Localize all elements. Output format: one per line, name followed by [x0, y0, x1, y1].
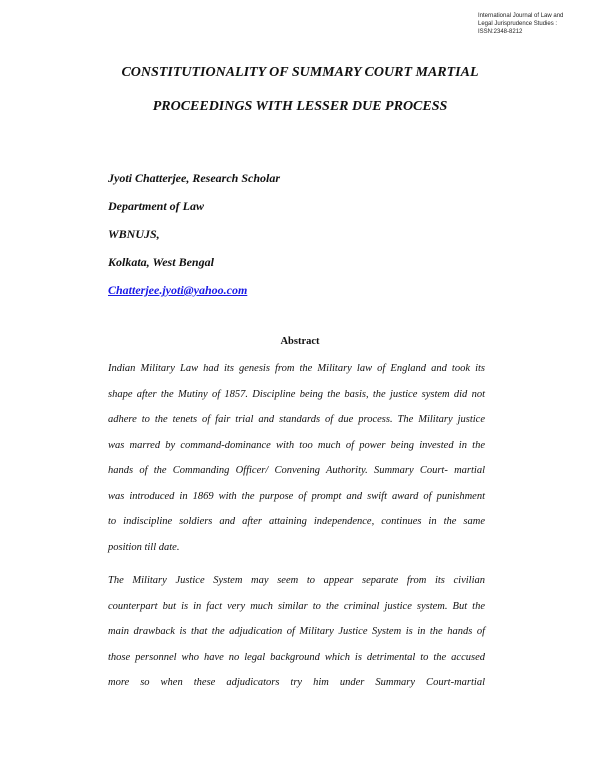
author-university: WBNUJS,	[108, 227, 160, 241]
journal-header	[478, 12, 574, 36]
journal-line: ISSN:2348-8212	[478, 29, 523, 35]
text-line: The Military Justice System may seem to appear separate from its civilian	[108, 575, 485, 586]
text-line: adhere to the tenets of fair trial and standards of due process. The Military justice	[108, 414, 485, 425]
journal-line: Legal Jurisprudence Studies :	[478, 21, 558, 27]
author-department: Department of Law	[108, 199, 204, 213]
text-line: those personnel who have no legal background which is detrimental to the accused	[108, 651, 485, 663]
paper-title-line-2: PROCEEDINGS WITH LESSER DUE PROCESS	[152, 99, 448, 114]
text-line: Indian Military Law had its genesis from the Military law of England and took its	[108, 363, 485, 374]
author-location: Kolkata, West Bengal	[108, 255, 214, 269]
text-line: was introduced in 1869 with the purpose of prompt and swift award of punishment	[108, 490, 485, 502]
paper-title-line-1: CONSTITUTIONALITY OF SUMMARY COURT MARTIAL	[121, 65, 479, 80]
text-line: position till date.	[108, 541, 180, 553]
author-name: Jyoti Chatterjee, Research Scholar	[108, 171, 280, 185]
text-line: more so when these adjudicators try him under Summary Court-martial	[108, 677, 485, 688]
text-line: main drawback is that the adjudication of Military Justice System is in the hands of	[108, 626, 485, 637]
text-line: shape after the Mutiny of 1857. Discipline being the basis, the justice system did not	[108, 388, 485, 400]
text-line: hands of the Commanding Officer/ Convening Authority. Summary Court- martial	[108, 465, 485, 476]
abstract-heading: Abstract	[280, 336, 320, 347]
abstract-paragraph-2	[108, 568, 485, 696]
text-line: to indiscipline soldiers and after attaining independence, continues in the same	[108, 516, 485, 527]
abstract-paragraph-1	[108, 356, 485, 560]
text-line: was marred by command-dominance with too much of power being invested in the	[108, 439, 485, 451]
author-email-link[interactable]: Chatterjee.jyoti@yahoo.com	[108, 283, 248, 297]
journal-line: International Journal of Law and	[478, 13, 564, 19]
text-line: counterpart but is in fact very much similar to the criminal justice system. But the	[108, 600, 485, 612]
